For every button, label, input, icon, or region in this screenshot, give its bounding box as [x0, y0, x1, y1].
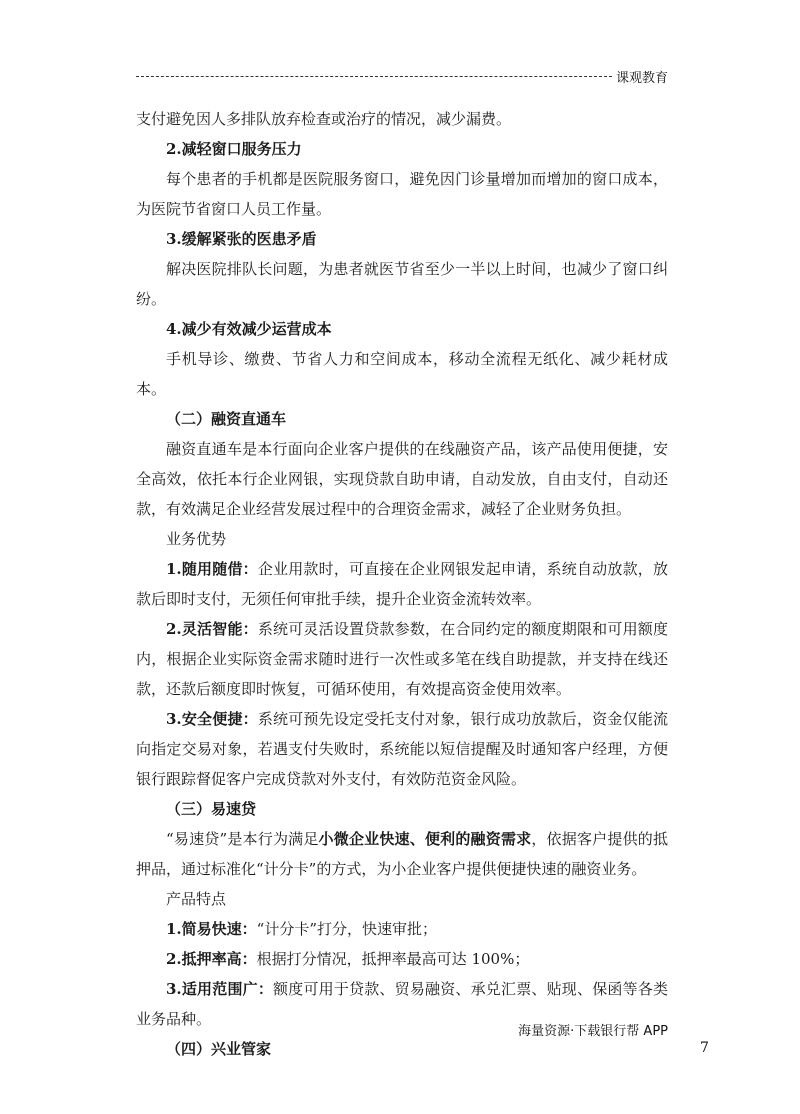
section-heading: 4.减少有效减少运营成本: [166, 320, 332, 338]
list-item-label: 2.灵活智能：: [166, 620, 258, 638]
list-item-label: 1.简易快速：: [166, 920, 257, 938]
section-heading: 2.减轻窗口服务压力: [166, 140, 302, 158]
section-heading: （四）兴业管家: [166, 1040, 272, 1058]
list-item-label: 3.适用范围广：: [166, 980, 274, 998]
list-item-text: 额度可用于贷款、贸易融资、承兑汇票、贴现、保函等各类业务品种。: [136, 980, 668, 1028]
header-brand: 课观教育: [615, 70, 668, 86]
page-header: [136, 66, 668, 86]
section-heading: 3.缓解紧张的医患矛盾: [166, 230, 317, 248]
paragraph: 每个患者的手机都是医院服务窗口，避免因门诊量增加而增加的窗口成本，为医院节省窗口人员工作量。: [136, 170, 668, 218]
list-item-text: “计分卡”打分，快速审批；: [256, 920, 438, 938]
paragraph: 解决医院排队长问题，为患者就医节省至少一半以上时间，也减少了窗口纠纷。: [136, 260, 668, 308]
subheading: 产品特点: [166, 890, 227, 908]
footer-brand: 海量资源·下载银行帮 APP: [518, 1024, 668, 1039]
list-item-label: 3.安全便捷：: [166, 710, 258, 728]
list-item: [136, 944, 668, 974]
list-item: [136, 554, 668, 614]
list-item-label: 2.抵押率高：: [166, 950, 257, 968]
document-body: [136, 104, 668, 1064]
paragraph: [136, 824, 668, 884]
list-item: [136, 614, 668, 704]
header-dashed-rule: [136, 76, 612, 77]
list-item: [136, 704, 668, 794]
list-item-text: 根据打分情况，抵押率最高可达 100%；: [256, 950, 530, 968]
paragraph: 融资直通车是本行面向企业客户提供的在线融资产品，该产品使用便捷，安全高效，依托本行企业网银，实现贷款自助申请，自动发放，自由支付，自动还款，有效满足企业经营发展过程中的合理资金需求，减轻了企业财务负担。: [136, 440, 668, 518]
list-item: [136, 914, 668, 944]
list-item-text: 系统可灵活设置贷款参数，在合同约定的额度期限和可用额度内，根据企业实际资金需求随时进行一次性或多笔在线自助提款，并支持在线还款，还款后额度即时恢复，可循环使用，有效提高资金使用效率。: [136, 620, 668, 698]
page-number: 7: [700, 1040, 709, 1056]
paragraph: 支付避免因人多排队放弃检查或治疗的情况，减少漏费。: [136, 110, 512, 128]
paragraph-lead: “易速贷”是本行为满足: [166, 830, 319, 848]
section-heading: （二）融资直通车: [166, 410, 287, 428]
section-heading: （三）易速贷: [166, 800, 257, 818]
list-item-text: 系统可预先设定受托支付对象，银行成功放款后，资金仅能流向指定交易对象，若遇支付失败时，系统能以短信提醒及时通知客户经理，方便银行跟踪督促客户完成贷款对外支付，有效防范资金风险。: [136, 710, 668, 788]
list-item-label: 1.随用随借：: [166, 560, 258, 578]
paragraph-rest: ，依据客户提供的抵押品，通过标准化“计分卡”的方式，为小企业客户提供便捷快速的融资业务。: [136, 830, 668, 878]
paragraph-emphasis: 小微企业快速、便利的融资需求: [318, 830, 532, 848]
paragraph: 手机导诊、缴费、节省人力和空间成本，移动全流程无纸化、减少耗材成本。: [136, 350, 668, 398]
subheading: 业务优势: [166, 530, 227, 548]
list-item-text: 企业用款时，可直接在企业网银发起申请，系统自动放款，放款后即时支付，无须任何审批手续，提升企业资金流转效率。: [136, 560, 668, 608]
